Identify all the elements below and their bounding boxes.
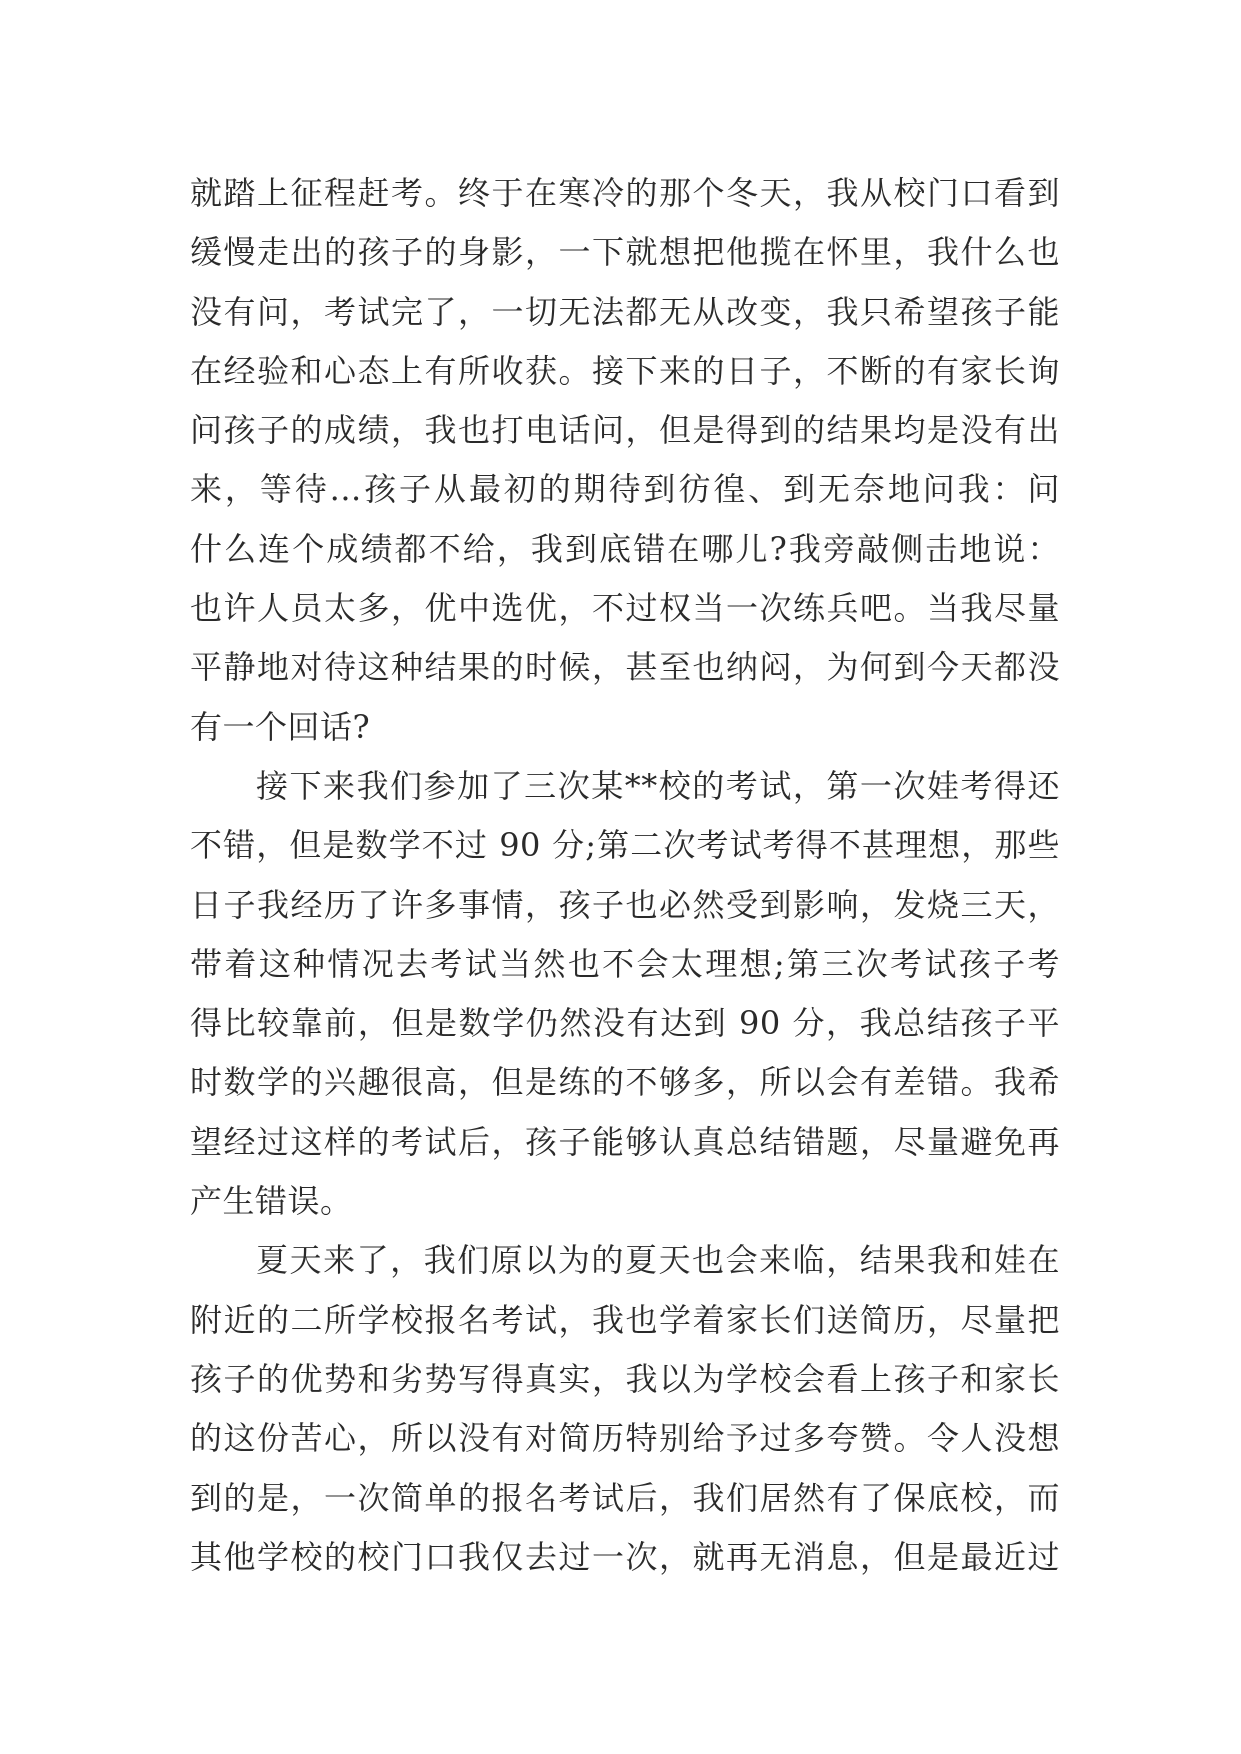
text-line: 的这份苦心，所以没有对简历特别给予过多夸赞。令人没想 — [190, 1419, 1060, 1458]
text-line: 在经验和心态上有所收获。接下来的日子，不断的有家长询 — [190, 351, 1060, 390]
text-line: 带着这种情况去考试当然也不会太理想;第三次考试孩子考 — [190, 944, 1060, 983]
text-line: 也许人员太多，优中选优，不过权当一次练兵吧。当我尽量 — [190, 589, 1060, 628]
text-line: 孩子的优势和劣势写得真实，我以为学校会看上孩子和家长 — [190, 1359, 1060, 1398]
text-line: 望经过这样的考试后，孩子能够认真总结错题，尽量避免再 — [190, 1122, 1060, 1161]
text-line: 得比较靠前，但是数学仍然没有达到 90 分，我总结孩子平 — [190, 1004, 1060, 1043]
text-line: 来，等待...孩子从最初的期待到彷徨、到无奈地问我：问 — [190, 470, 1060, 509]
text-line: 时数学的兴趣很高，但是练的不够多，所以会有差错。我希 — [190, 1063, 1060, 1102]
text-line: 其他学校的校门口我仅去过一次，就再无消息，但是最近过 — [190, 1537, 1060, 1576]
text-line: 什么连个成绩都不给，我到底错在哪儿?我旁敲侧击地说： — [190, 529, 1060, 568]
text-line: 有一个回话? — [190, 707, 371, 746]
text-line: 夏天来了，我们原以为的夏天也会来临，结果我和娃在 — [256, 1241, 1060, 1280]
text-line: 日子我经历了许多事情，孩子也必然受到影响，发烧三天， — [190, 885, 1060, 924]
text-line: 附近的二所学校报名考试，我也学着家长们送简历，尽量把 — [190, 1300, 1060, 1339]
text-line: 就踏上征程赶考。终于在寒冷的那个冬天，我从校门口看到 — [190, 174, 1060, 212]
text-line: 没有问，考试完了，一切无法都无从改变，我只希望孩子能 — [190, 292, 1060, 331]
text-line: 不错，但是数学不过 90 分;第二次考试考得不甚理想，那些 — [190, 826, 1060, 865]
text-line: 问孩子的成绩，我也打电话问，但是得到的结果均是没有出 — [190, 411, 1060, 450]
text-line: 平静地对待这种结果的时候，甚至也纳闷，为何到今天都没 — [190, 648, 1060, 687]
text-line: 产生错误。 — [190, 1182, 353, 1221]
body-text — [190, 164, 1060, 1587]
text-line: 接下来我们参加了三次某**校的考试，第一次娃考得还 — [256, 766, 1060, 805]
text-line: 到的是，一次简单的报名考试后，我们居然有了保底校，而 — [190, 1478, 1060, 1517]
text-line: 缓慢走出的孩子的身影，一下就想把他揽在怀里，我什么也 — [190, 233, 1060, 272]
